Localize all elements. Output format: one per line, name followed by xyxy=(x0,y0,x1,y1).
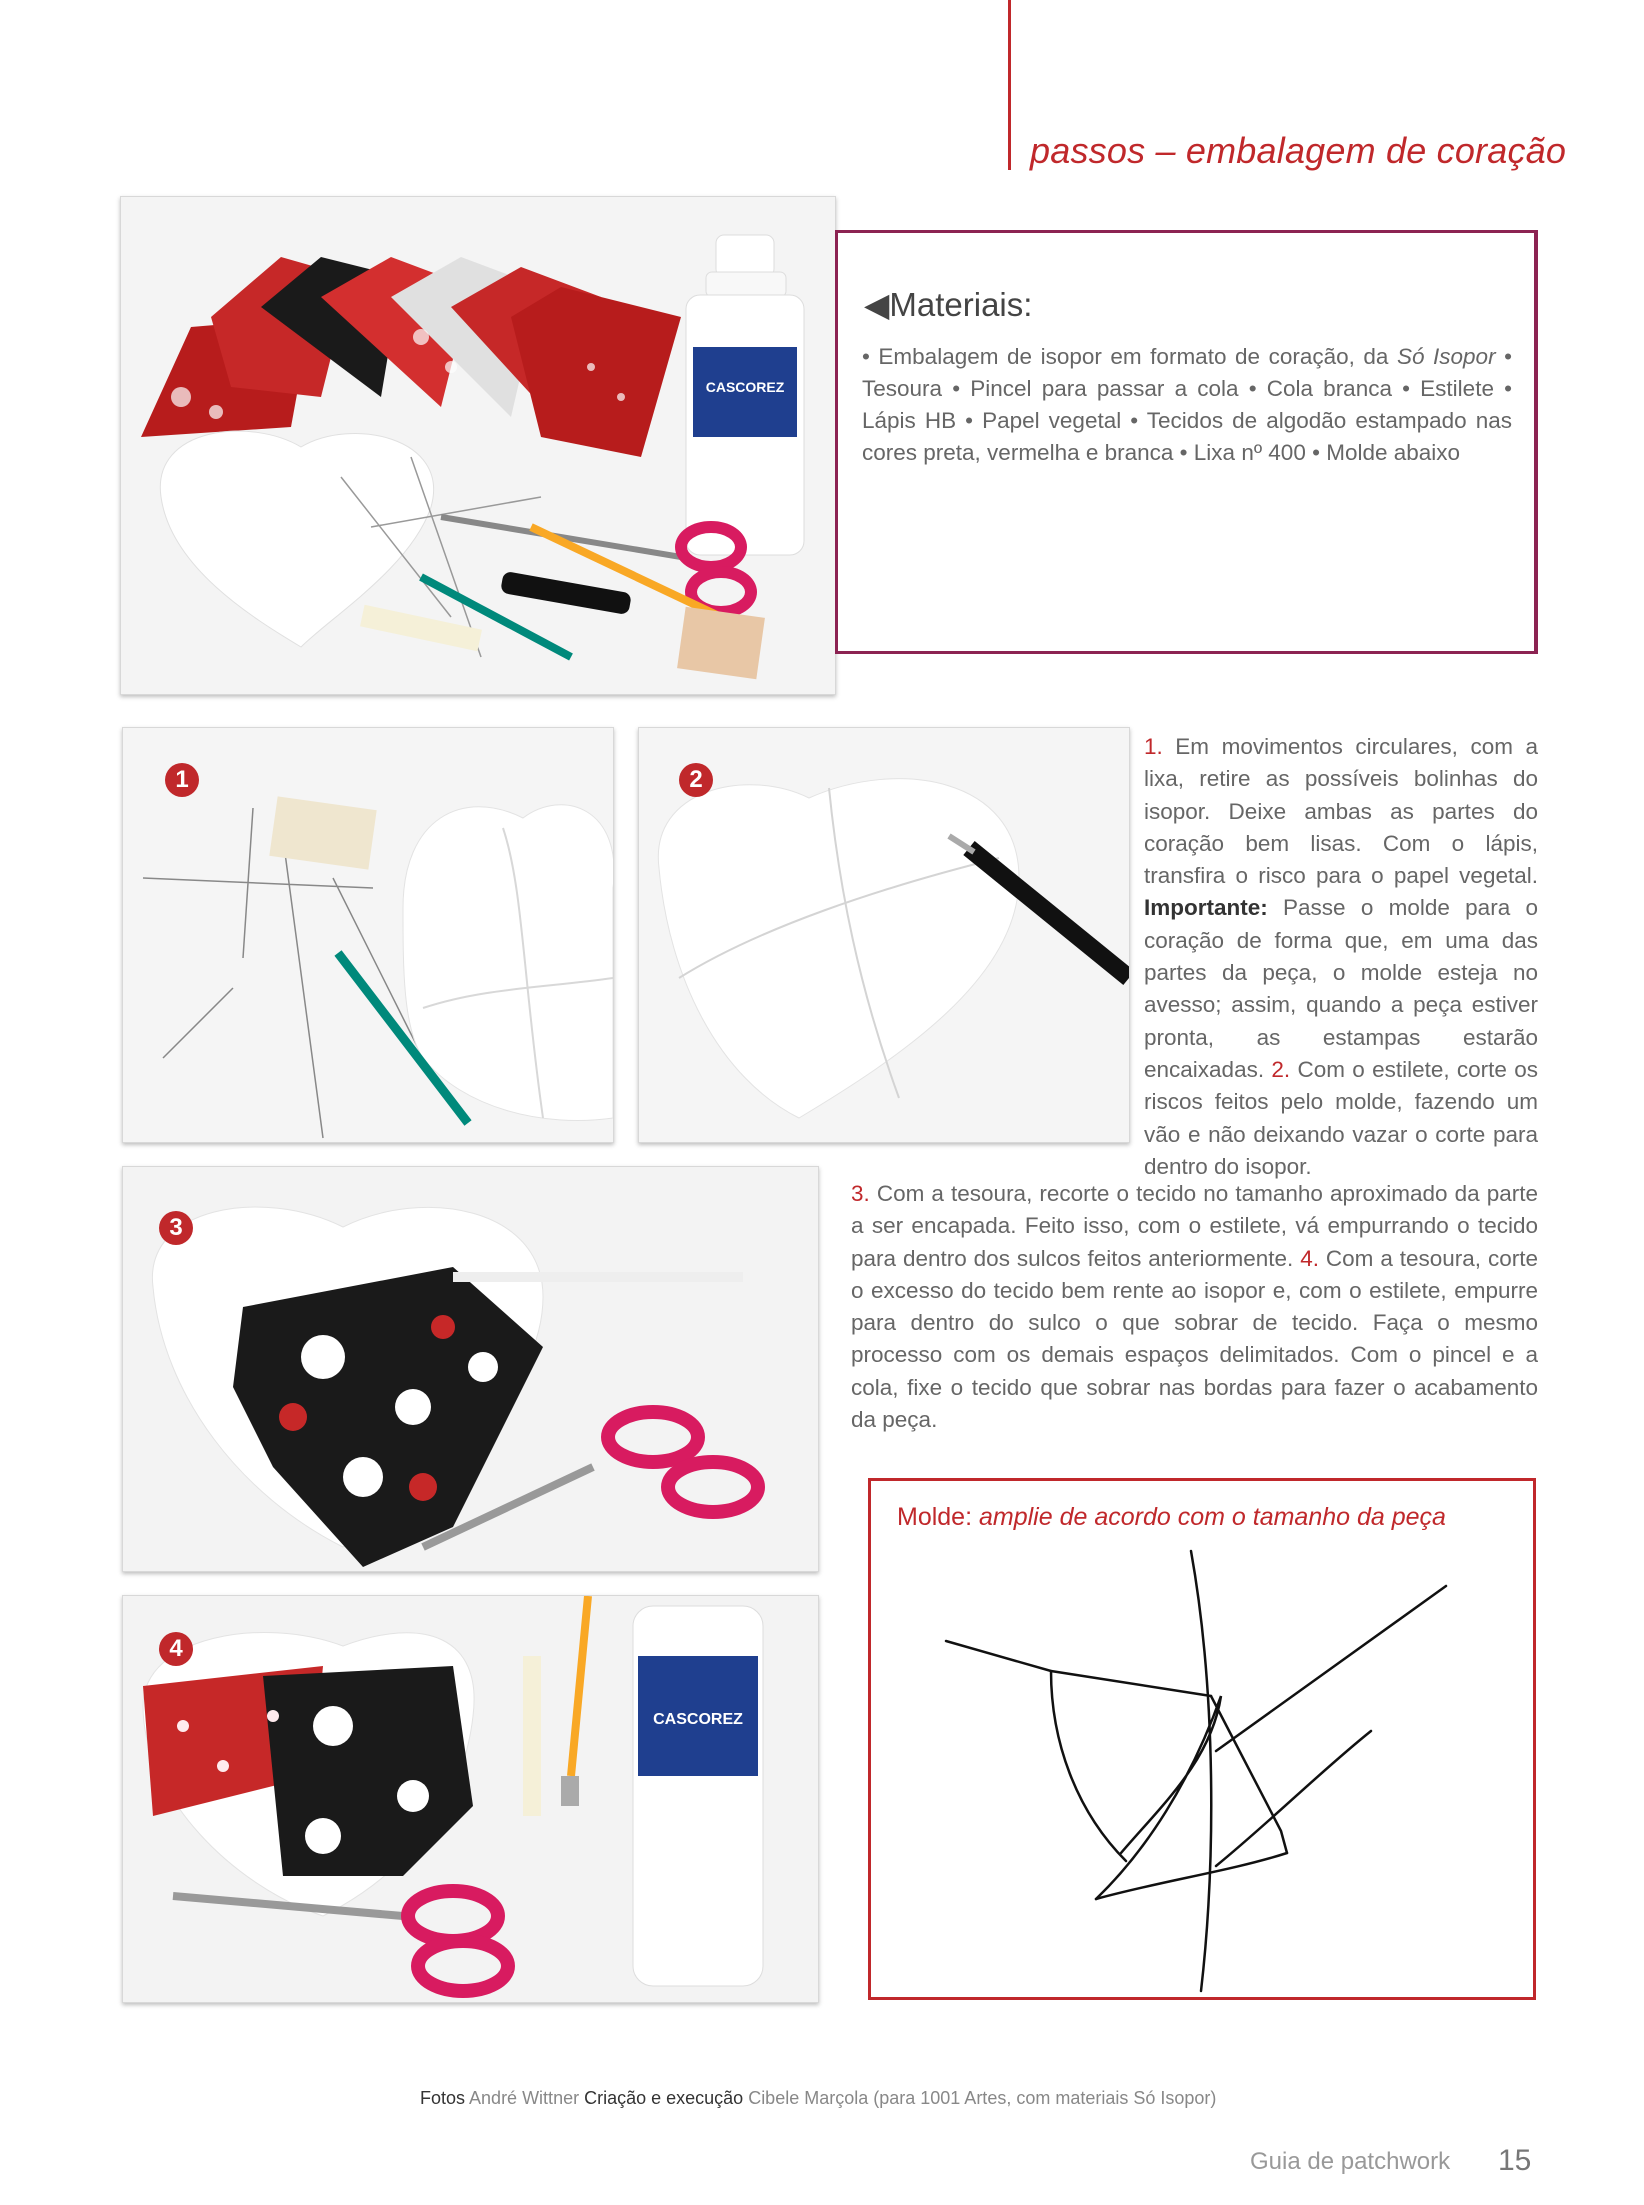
step-number-4: 4. xyxy=(1300,1245,1319,1271)
step-number-3: 3. xyxy=(851,1181,870,1206)
step-2-text: Com o estilete, corte os riscos feitos pelo molde, fazendo um vão e não deixando vazar o corte para dentro do isopor. xyxy=(1144,1056,1538,1179)
step-3-photo xyxy=(122,1166,819,1572)
section-title: passos – embalagem de coração xyxy=(1030,130,1567,171)
materials-title-text: Materiais: xyxy=(889,286,1033,323)
step-2-photo xyxy=(638,727,1130,1143)
pattern-box xyxy=(868,1478,1536,2000)
step-1-illustration xyxy=(123,728,613,1142)
step-3-text: Com a tesoura, recorte o tecido no tamanho aproximado da parte a ser encapada. Feito isso, com o estilete, vá empurrando o tecido para dentro dos sulcos feitos anteriormente. xyxy=(851,1181,1538,1271)
pattern-label-title: Molde: xyxy=(897,1503,973,1531)
step-1-photo xyxy=(122,727,614,1143)
page-number: 15 xyxy=(1498,2144,1532,2177)
step-number-2: 2. xyxy=(1271,1056,1291,1082)
step-4-text: Com a tesoura, corte o excesso do tecido bem rente ao isopor e, com o estilete, empurre para dentro do sulco o que sobrar de tecido. Faça o mesmo processo com os demais espaços delimitados. Com o pincel e a cola, fixe o tecido que sobrar nas bordas para fazer o acabamento da peça. xyxy=(851,1245,1538,1433)
step-badge-2: 2 xyxy=(679,763,713,797)
step-number-1: 1. xyxy=(1144,734,1163,759)
step-1-text-b: Passe o molde para o coração de forma que, em uma das partes da peça, o molde esteja no avesso; assim, quando a peça estiver pronta, as estampas estarão encaixadas. xyxy=(1144,895,1538,1082)
materials-photo xyxy=(120,196,836,695)
footer-publication: Guia de patchwork xyxy=(1250,2148,1451,2175)
step-badge-4: 4 xyxy=(159,1632,193,1666)
pattern-drawing xyxy=(871,1481,1533,1997)
credits-photos-label: Fotos xyxy=(420,2088,466,2108)
materials-text-2: • Tesoura • Pincel para passar a cola • Cola branca • Estilete • Lápis HB • Papel vegetal • Tecidos de algodão estampado nas cores preta, vermelha e branca • Lixa nº 400 • Molde abaixo xyxy=(862,344,1512,465)
photo-credits xyxy=(420,2088,1216,2109)
glue-brand-label: CASCOREZ xyxy=(705,379,785,395)
step-1-text-a: Em movimentos circulares, com a lixa, retire as possíveis bolinhas do isopor. Deixe ambas as partes do coração bem lisas. Com o lápis, transfira o risco para o papel vegetal. xyxy=(1144,734,1538,889)
important-label: Importante: xyxy=(1144,895,1268,921)
step-3-illustration xyxy=(123,1167,818,1571)
steps-3-4-text xyxy=(851,1178,1538,1436)
credits-creation-label: Criação e execução xyxy=(584,2088,744,2108)
materials-illustration xyxy=(121,197,835,694)
pattern-instruction: amplie de acordo com o tamanho da peça xyxy=(979,1503,1446,1531)
glue-brand-label-2: CASCOREZ xyxy=(653,1711,743,1728)
header-divider xyxy=(1008,0,1011,170)
step-4-photo xyxy=(122,1595,819,2003)
credits-photographer: André Wittner xyxy=(465,2088,585,2108)
materials-title xyxy=(864,285,1032,324)
arrow-left-icon: ◀ xyxy=(864,286,890,323)
materials-list xyxy=(862,341,1512,469)
materials-text-1: • Embalagem de isopor em formato de coração, da xyxy=(862,344,1397,369)
step-2-illustration xyxy=(639,728,1129,1142)
step-4-illustration xyxy=(123,1596,818,2002)
step-badge-1: 1 xyxy=(165,763,199,797)
steps-1-2-text xyxy=(1144,731,1538,1183)
materials-brand: Só Isopor xyxy=(1396,344,1496,369)
credits-creator: Cibele Marçola (para 1001 Artes, com materiais Só Isopor) xyxy=(743,2088,1217,2108)
step-badge-3: 3 xyxy=(159,1211,193,1245)
materials-box xyxy=(835,230,1538,654)
